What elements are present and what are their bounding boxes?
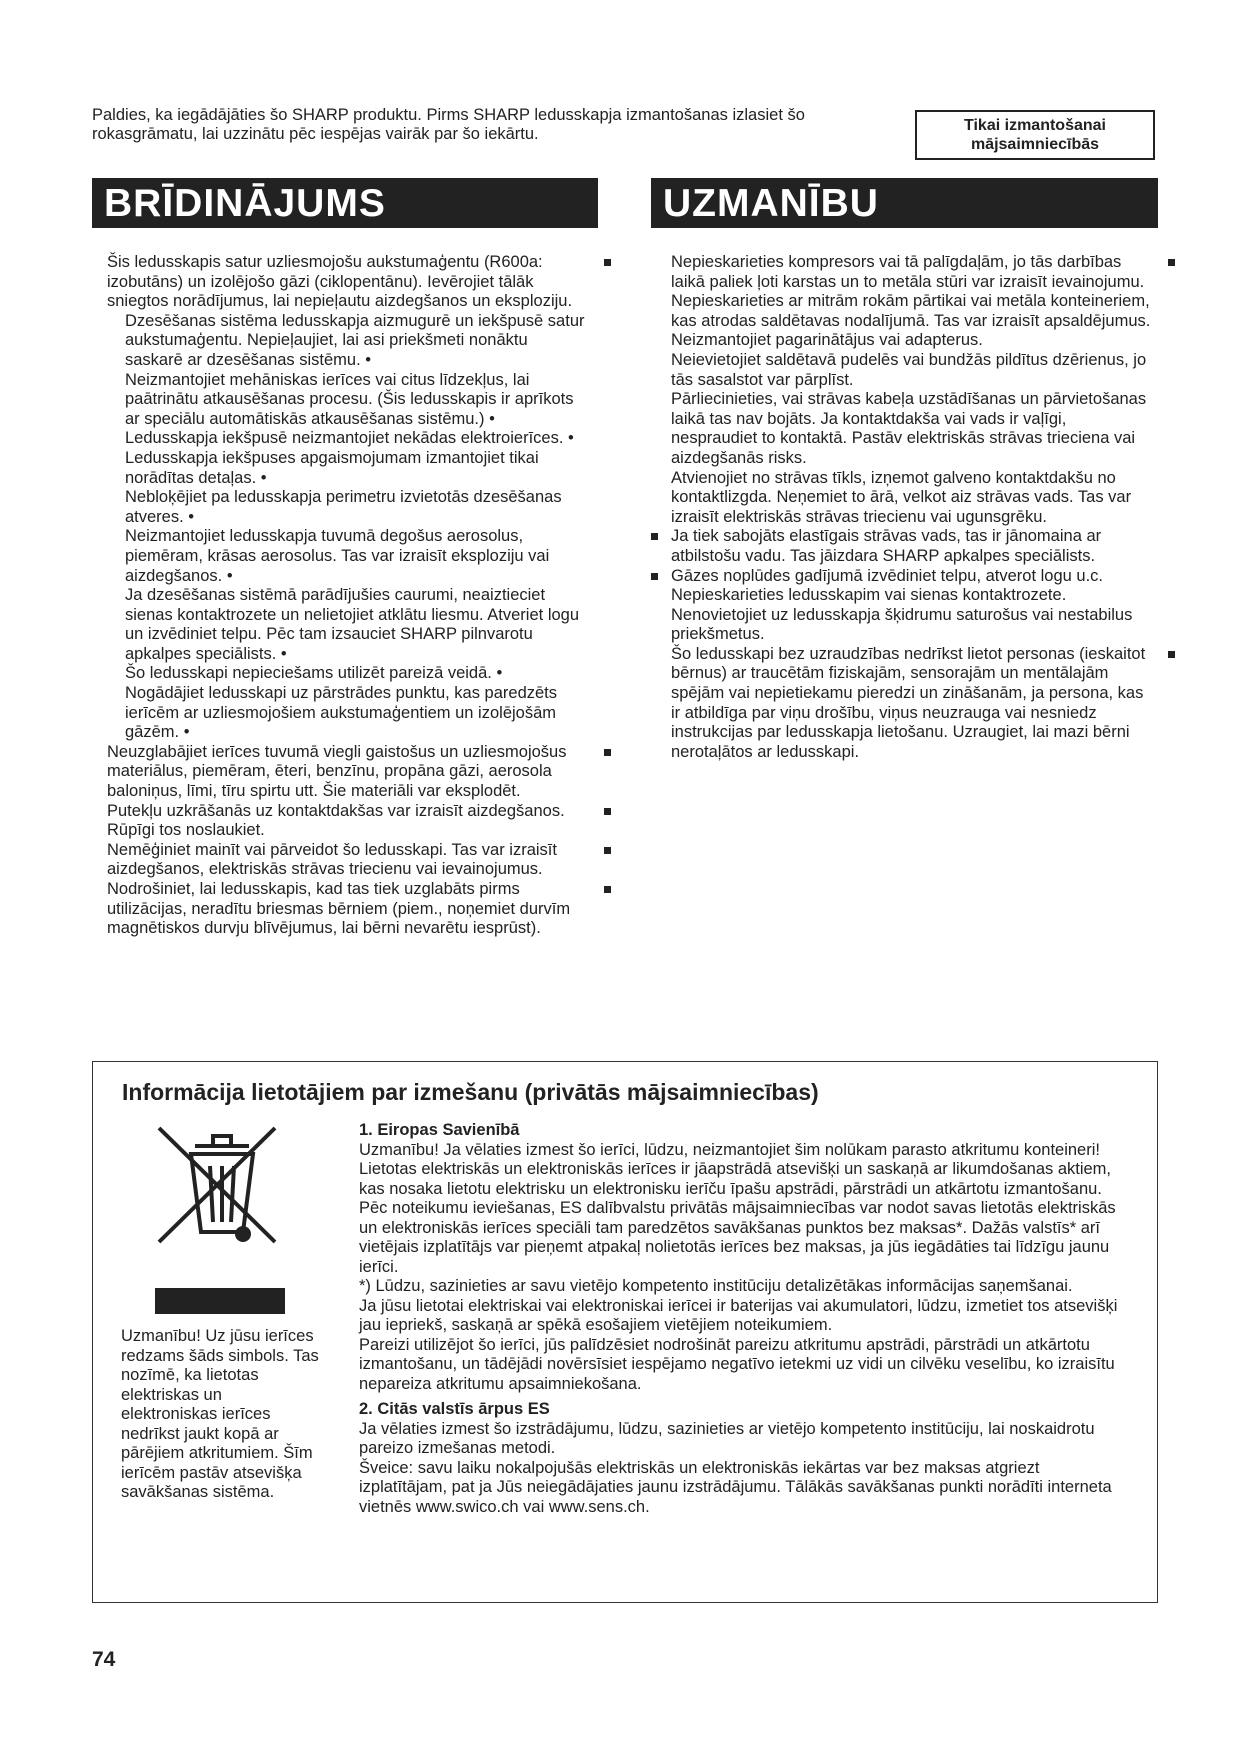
weee-caption: Uzmanību! Uz jūsu ierīces redzams šāds simbols. Tas nozīmē, ka lietotas elektriskas un elektroniskas ierīces nedrīkst jaukt kopā ar pārējiem atkritumiem. Šīm ierīcēm pastāv atsevišķa savākšanas sistēma. [121,1327,319,1501]
warning-column [107,253,587,939]
caution-item: Pārliecinieties, vai strāvas kabeļa uzstādīšanas un pārvietošanas laikā tas nav bojāts. Ja kontaktdakša vai vads ir vaļīgi, nespraudiet to kontaktā. Pastāv elektriskās strāvas trieciena vai aizdegšanās risks. [671,390,1147,467]
disposal-text [359,1121,1119,1517]
warning-item: Neuzglabājiet ierīces tuvumā viegli gaistošus un uzliesmojošus materiālus, piemēram, ēteri, benzīnu, propāna gāzi, aerosola baloniņus, līmi, tīru spirtu utt. Šie materiāli var eksplodēt. [107,743,587,802]
warning-subitem: Neizmantojiet ledusskapja tuvumā degošus aerosolus, piemēram, krāsas aerosolus. Tas var izraisīt eksploziju vai aizdegšanos. • [107,527,587,586]
caution-item: Ja tiek sabojāts elastīgais strāvas vads, tas ir jānomaina ar atbilstošu vadu. Tas jāizdara SHARP apkalpes speciālists. [671,527,1151,566]
caution-banner: UZMANĪBU [651,178,1158,228]
paragraph: *) Lūdzu, sazinieties ar savu vietējo kompetento institūciju detalizētākas informācijas saņemšanai. [359,1277,1073,1295]
warning-subitem: Nebloķējiet pa ledusskapja perimetru izvietotās dzesēšanas atveres. • [107,488,587,527]
paragraph: Pēc noteikumu ieviešanas, ES dalībvalstu privātās mājsaimniecības var nodot savas lietotās elektriskās un elektroniskās ierīces speciāli tam paredzētos savākšanas punktos bez maksas*. Dažās valstīs* arī vietējais izplatītājs var pieņemt atpakaļ nolietotās ierīces bez maksas, ja jūs iegādāties tai līdzīgu jaunu ierīci. [359,1199,1116,1276]
warning-subitem: Nogādājiet ledusskapi uz pārstrādes punktu, kas paredzēts ierīcēm ar uzliesmojošiem aukstumaģentiem un izolējošām gāzēm. • [107,684,587,743]
caution-item: Nepieskarieties kompresors vai tā palīgdaļām, jo tās darbības laikā paliek ļoti karstas un to metāla stūri var izraisīt ievainojumu. [671,253,1151,292]
warning-item: Nemēģiniet mainīt vai pārveidot šo ledusskapi. Tas var izraisīt aizdegšanos, elektriskās strāvas triecienu vai ievainojumus. [107,841,587,880]
section-heading-non-eu: 2. Citās valstīs ārpus ES [359,1400,550,1418]
caution-item: Gāzes noplūdes gadījumā izvēdiniet telpu, atverot logu u.c. Nepieskarieties ledusskapim vai sienas kontaktrozete. [671,567,1151,606]
warning-subitem: Ja dzesēšanas sistēmā parādījušies caurumi, neaiztieciet sienas kontaktrozete un nelietojiet atklātu liesmu. Atveriet logu un izvēdiniet telpu. Pēc tam izsauciet SHARP pilnvarotu apkalpes speciālists. • [107,586,587,664]
warning-item: Putekļu uzkrāšanās uz kontaktdakšas var izraisīt aizdegšanos. Rūpīgi tos noslaukiet. [107,802,587,841]
disposal-title: Informācija lietotājiem par izmešanu (privātās mājsaimniecības) [122,1079,819,1105]
caution-item: Nepieskarieties ar mitrām rokām pārtikai vai metāla konteineriem, kas atrodas saldētavas nodalījumā. Tas var izraisīt apsaldējumus. [671,292,1151,330]
crossed-out-wheelie-bin-icon [155,1124,285,1314]
warning-subitem: Šo ledusskapi nepieciešams utilizēt pareizā veidā. • [107,664,587,684]
paragraph: Uzmanību! Ja vēlaties izmest šo ierīci, lūdzu, neizmantojiet šim nolūkam parasto atkritumu konteineri! [359,1140,1100,1159]
page-number: 74 [92,1648,116,1671]
paragraph: Ja vēlaties izmest šo izstrādājumu, lūdzu, sazinieties ar vietējo kompetento institūciju, lai noskaidrotu pareizo izmešanas metodi. [359,1419,1095,1457]
warning-banner: BRĪDINĀJUMS [92,178,598,228]
warning-subitem: Ledusskapja iekšpuses apgaismojumam izmantojiet tikai norādītas detaļas. • [107,449,587,488]
caution-item: Nenovietojiet uz ledusskapja šķidrumu saturošus vai nestabilus priekšmetus. [671,605,1133,644]
section-heading-eu: 1. Eiropas Savienībā [359,1121,520,1139]
paragraph: Šveice: savu laiku nokalpojušās elektriskās un elektroniskās iekārtas var bez maksas atgriezt izplatītājam, pat ja Jūs neiegādājaties jaunu izstrādājumu. Tālākās savākšanas punkti norādīti interneta vietnēs www.swico.ch vai www.sens.ch. [359,1458,1112,1516]
warning-subitem: Neizmantojiet mehāniskas ierīces vai citus līdzekļus, lai paātrinātu atkausēšanas procesu. (Šis ledusskapis ir aprīkots ar speciālu automātiskās atkausēšanas sistēmu.) • [107,371,587,430]
warning-subitem: Dzesēšanas sistēma ledusskapja aizmugurē un iekšpusē satur aukstumaģentu. Nepieļaujiet, lai asi priekšmeti nonāktu saskarē ar dzesēšanas sistēmu. • [107,312,587,371]
caution-column [671,253,1151,762]
household-use-line2: mājsaimniecībās [970,136,1100,153]
warning-item: Nodrošiniet, lai ledusskapis, kad tas tiek uzglabāts pirms utilizācijas, neradītu briesmas bērniem (piem., noņemiet durvīm magnētiskos durvju blīvējumus, lai bērni nevarētu iesprūst). [107,880,587,939]
paragraph: Ja jūsu lietotai elektriskai vai elektroniskai ierīcei ir baterijas vai akumulatori, lūdzu, izmetiet tos atsevišķi jau iepriekš, saskaņā ar spēkā esošajiem vietējiem noteikumiem. [359,1296,1118,1334]
paragraph: Lietotas elektriskās un elektroniskās ierīces ir jāapstrādā atsevišķi un saskaņā ar likumdošanas aktiem, kas nosaka lietotu elektrisku un elektronisku ierīču īpašu apstrādi, pārstrādi un atkārtotu izmantošanu. [359,1160,1112,1198]
household-use-badge [915,110,1155,160]
paragraph: Pareizi utilizējot šo ierīci, jūs palīdzēsiet nodrošināt pareizu atkritumu apstrādi, pārstrādi un atkārtotu izmantošanu, un tādējādi novērsīsiet iespējamo negatīvo ietekmi uz vidi un cilvēku veselību, ko izraisītu nepareiza atkritumu apsaimniekošana. [359,1335,1115,1393]
caution-item: Atvienojiet no strāvas tīkls, izņemot galveno kontaktdakšu no kontaktlizgda. Neņemiet to ārā, velkot aiz strāvas vads. Tas var izraisīt elektriskās strāvas triecienu vai ugunsgrēku. [671,468,1132,526]
caution-item: Neievietojiet saldētavā pudelēs vai bundžās pildītus dzērienus, jo tās sasalstot var pārplīst. [671,350,1147,389]
intro-text: Paldies, ka iegādājāties šo SHARP produktu. Pirms SHARP ledusskapja izmantošanas izlasiet šo rokasgrāmatu, lai uzzinātu pēc iespējas vairāk par šo iekārtu. [92,106,805,143]
warning-item: Šis ledusskapis satur uzliesmojošu aukstumaģentu (R600a: izobutāns) un izolējošo gāzi (ciklopentānu). Ievērojiet tālāk sniegtos norādījumus, lai nepieļautu aizdegšanos un eksploziju. [107,253,587,312]
warning-subitem: Ledusskapja iekšpusē neizmantojiet nekādas elektroierīces. • [107,429,587,449]
caution-item: Neizmantojiet pagarinātājus vai adapterus. [671,331,983,350]
caution-item: Šo ledusskapi bez uzraudzības nedrīkst lietot personas (ieskaitot bērnus) ar traucētām fiziskajām, sensorajām un mentālajām spējām vai nepietiekamu pieredzi un zināšanām, ja persona, kas ir atbildīga par viņu drošību, viņus neuzrauga vai nesniedz instrukcijas par ledusskapja lietošanu. Uzraugiet, lai mazi bērni nerotaļātos ar ledusskapi. [671,645,1151,763]
household-use-line1: Tikai izmantošanai [964,117,1106,134]
